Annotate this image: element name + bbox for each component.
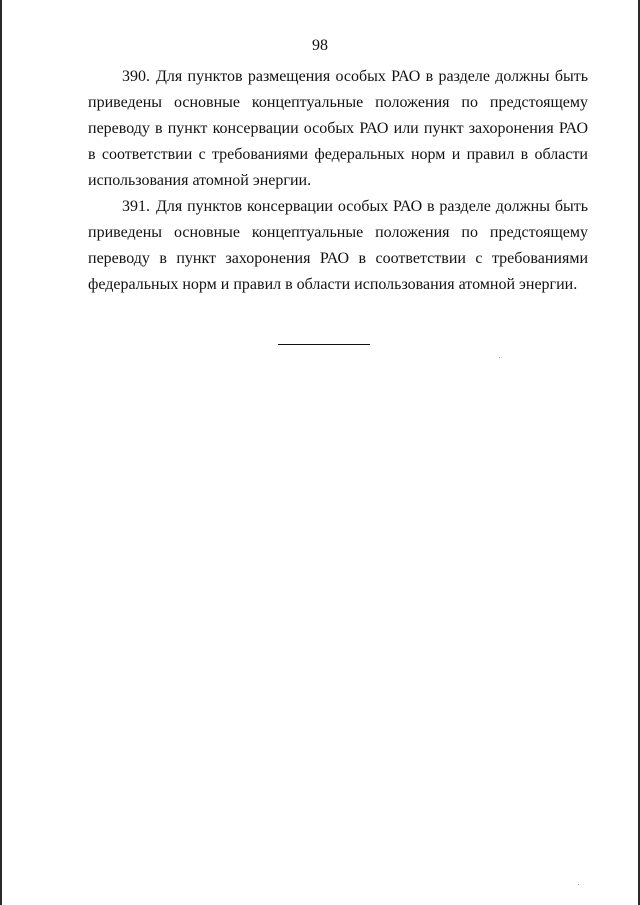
paragraph-number: 391.: [122, 198, 150, 215]
paragraph-number: 390.: [122, 68, 150, 85]
end-separator-line: [278, 344, 370, 345]
scan-speck: [578, 884, 579, 885]
scan-speck: [499, 357, 500, 358]
paragraph-391: [88, 194, 588, 298]
paragraph-390: [88, 64, 588, 194]
paragraph-text: Для пунктов консервации особых РАО в разделе должны быть приведены основные концептуальные положения по предстоящему переводу в пункт захоронения РАО в соответствии с требованиями федеральных норм и правил в области использования атомной энергии.: [88, 198, 588, 293]
paragraph-text: Для пунктов размещения особых РАО в разделе должны быть приведены основные концептуальные положения по предстоящему переводу в пункт консервации особых РАО или пункт захоронения РАО в соответствии с требованиями федеральных норм и правил в области использования атомной энергии.: [88, 68, 588, 189]
document-body: [88, 64, 588, 298]
page-number: 98: [312, 37, 328, 54]
scan-edge-left: [0, 0, 2, 905]
